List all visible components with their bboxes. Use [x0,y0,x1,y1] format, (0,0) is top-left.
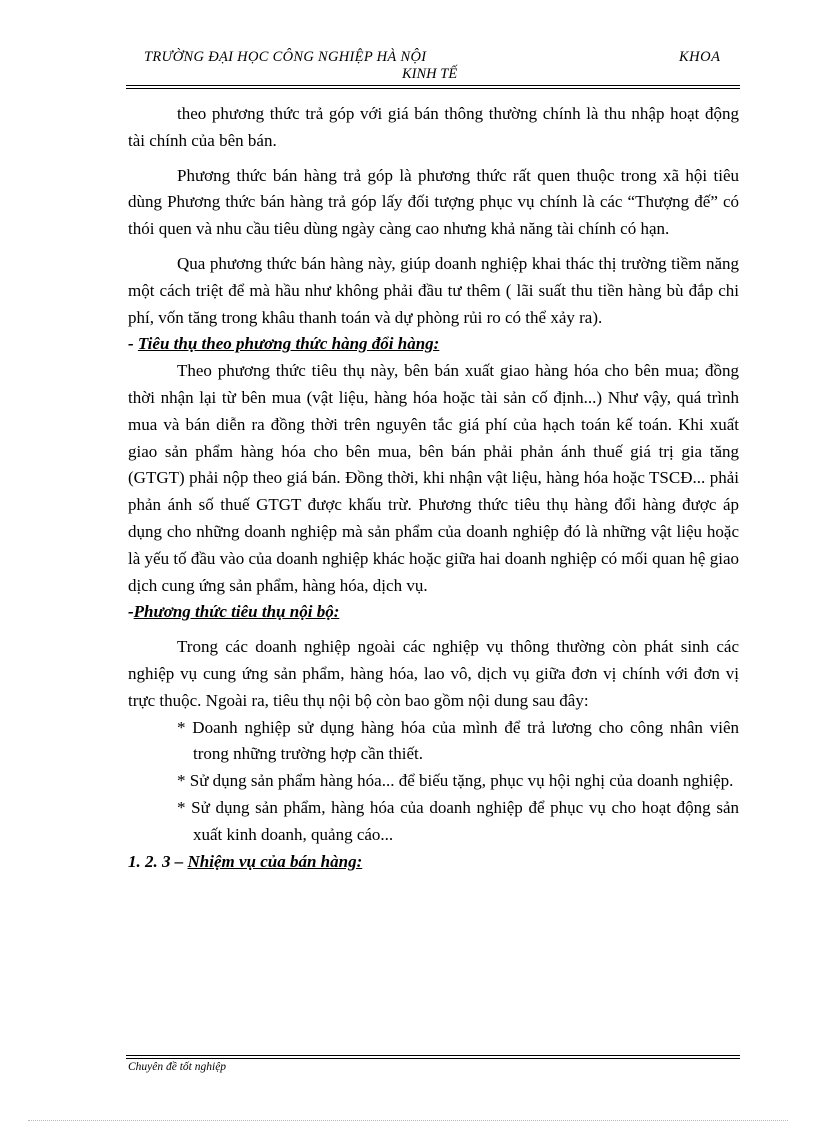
heading-text: Nhiệm vụ của bán hàng: [187,851,363,871]
heading-prefix: 1. 2. 3 – [128,851,188,871]
paragraph-installment-benefit: Qua phương thức bán hàng này, giúp doanh nghiệp khai thác thị trường tiềm năng một cách triệt để mà hầu như không phải đầu tư thêm ( lãi suất thu tiền hàng bù đắp chi phí, vốn tăng trong khâu thanh toán và dự phòng rủi ro có thể xảy ra). [128,253,739,327]
header-university: TRƯỜNG ĐẠI HỌC CÔNG NGHIỆP HÀ NỘI [144,49,427,65]
page-body [128,101,739,875]
heading-prefix: - [128,602,134,622]
paragraph-installment-income: theo phương thức trả góp với giá bán thông thường chính là thu nhập hoạt động tài chính của bên bán. [128,104,739,150]
bullet-gifts: * Sử dụng sản phẩm hàng hóa... để biếu tặng, phục vụ hội nghị của doanh nghiệp. [177,771,734,791]
header-department: KINH TẾ [402,66,458,82]
section-heading-internal [128,599,739,626]
page-footer: Chuyên đề tốt nghiệp [128,1061,227,1073]
heading-prefix: - [128,334,138,354]
paragraph-internal: Trong các doanh nghiệp ngoài các nghiệp vụ thông thường còn phát sinh các nghiệp vụ cung ứng sản phẩm, hàng hóa, lao vô, dịch vụ giữa đơn vị chính với đơn vị trực thuộc. Ngoài ra, tiêu thụ nội bộ còn bao gồm nội dung sau đây: [128,637,739,710]
section-heading-barter [128,331,739,358]
footer-rule-double [126,1058,740,1059]
section-heading-sales-tasks [128,849,739,876]
paragraph-installment-method: Phương thức bán hàng trả góp là phương thức rất quen thuộc trong xã hội tiêu dùng Phương thức bán hàng trả góp lấy đối tượng phục vụ chính là các “Thượng đế” có thói quen và nhu cầu tiêu dùng ngày càng cao nhưng khả năng tài chính có hạn. [128,165,739,239]
heading-text: Tiêu thụ theo phương thức hàng đổi hàng: [137,334,440,354]
header-rule-double [126,88,740,89]
page-edge-divider [28,1120,788,1121]
header-rule [126,85,740,86]
paragraph-barter: Theo phương thức tiêu thụ này, bên bán xuất giao hàng hóa cho bên mua; đồng thời nhận lại từ bên mua (vật liệu, hàng hóa hoặc tài sản cố định...) Như vậy, quá trình mua và bán diễn ra đồng thời trên nguyên tắc giá phí của hạch toán kế toán. Khi xuất giao sản phẩm hàng hóa cho bên mua, bên bán phải phản ánh thuế giá trị gia tăng (GTGT) phải nộp theo giá bán. Đồng thời, khi nhận vật liệu, hàng hóa hoặc TSCĐ... phải phản ánh số thuế GTGT được khấu trừ. Phương thức tiêu thụ hàng đổi hàng được áp dụng cho những doanh nghiệp mà sản phẩm của doanh nghiệp đó là những vật liệu hoặc là yếu tố đầu vào của doanh nghiệp khác hoặc giữa hai doanh nghiệp có mối quan hệ giao dịch cung ứng sản phẩm, hàng hóa, dịch vụ. [128,361,739,595]
page-header [126,49,740,83]
bullet-salary: * Doanh nghiệp sử dụng hàng hóa của mình để trả lương cho công nhân viên trong những trường hợp cần thiết. [177,717,739,764]
header-faculty: KHOA [679,49,721,65]
heading-text: Phương thức tiêu thụ nội bộ: [133,602,340,622]
footer-rule [126,1055,740,1056]
bullet-production: * Sử dụng sản phẩm, hàng hóa của doanh nghiệp để phục vụ cho hoạt động sản xuất kinh doanh, quảng cáo... [177,797,739,844]
